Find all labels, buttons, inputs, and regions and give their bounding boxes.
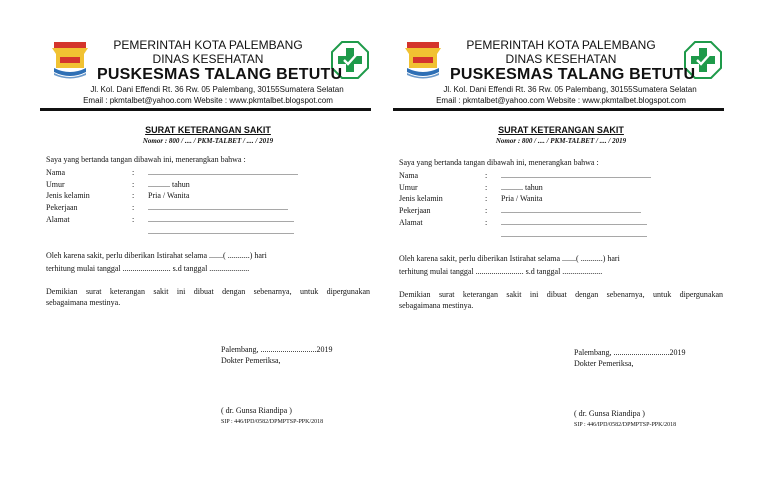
header-address: Jl. Kol. Dani Effendi Rt. 36 Rw. 05 Palembang, 30155Sumatera Selatan [90,85,344,94]
signer-role: Dokter Pemeriksa, [221,356,281,365]
field-value: ........... tahun [148,180,190,189]
field-value: Pria / Wanita [501,194,543,203]
field-colon: : [132,180,135,189]
field-label: Umur [399,183,418,192]
field-value: ........................................................................... [501,171,651,180]
header-department: DINAS KESEHATAN [505,52,617,66]
letter-copy-right [393,0,729,498]
field-label: Pekerjaan [399,206,431,215]
closing-text: Demikian surat keterangan sakit ini dibuat dengan sebenarnya, untuk dipergunakan [399,290,723,299]
rest-dates-text: terhitung mulai tanggal ........................ s.d tanggal .................... [46,264,250,273]
field-label: Jenis kelamin [399,194,443,203]
header-divider [393,108,724,111]
field-label: Umur [46,180,65,189]
field-label: Alamat [46,215,70,224]
header-contact: Email : pkmtalbet@yahoo.com Website : www.pkmtalbet.blogspot.com [83,96,333,105]
field-label: Jenis kelamin [46,191,90,200]
field-label: Pekerjaan [46,203,78,212]
doctor-sip: SIP : 446/IPD/0582/DPMPTSP-PPK/2018 [221,419,324,425]
place-date: Palembang, ............................2019 [221,345,333,354]
field-colon: : [132,168,135,177]
field-value: ......................................................................... [501,230,647,239]
field-label: Alamat [399,218,423,227]
field-colon: : [485,218,488,227]
field-colon: : [485,183,488,192]
field-colon: : [485,194,488,203]
field-colon: : [132,203,135,212]
field-label: Nama [46,168,66,177]
letter-number: Nomor : 800 / .... / PKM-TALBET / .... / 2019 [495,137,627,145]
field-colon: : [485,206,488,215]
field-value: Pria / Wanita [148,191,190,200]
header-puskesmas-name: PUSKESMAS TALANG BETUTU [97,66,343,83]
letter-title: SURAT KETERANGAN SAKIT [498,125,624,135]
intro-text: Saya yang bertanda tangan dibawah ini, menerangkan bahwa : [46,155,246,164]
doctor-name: ( dr. Gunsa Riandipa ) [221,406,292,415]
rest-period-text: Oleh karena sakit, perlu diberikan Istirahat selama .......( ...........) hari [46,251,267,260]
header-divider [40,108,371,111]
rest-dates-text: terhitung mulai tanggal ........................ s.d tanggal .................... [399,267,603,276]
rest-period-text: Oleh karena sakit, perlu diberikan Istirahat selama .......( ...........) hari [399,254,620,263]
letter-number: Nomor : 800 / .... / PKM-TALBET / .... / 2019 [142,137,274,145]
header-address: Jl. Kol. Dani Effendi Rt. 36 Rw. 05 Palembang, 30155Sumatera Selatan [443,85,697,94]
letter-copy-left [40,0,376,498]
closing-text-end: sebagaimana mestinya. [46,298,121,307]
field-colon: : [485,171,488,180]
field-colon: : [132,215,135,224]
letter-title: SURAT KETERANGAN SAKIT [145,125,271,135]
field-value: ........... tahun [501,183,543,192]
signer-role: Dokter Pemeriksa, [574,359,634,368]
field-colon: : [132,191,135,200]
place-date: Palembang, ............................2019 [574,348,686,357]
header-department: DINAS KESEHATAN [152,52,264,66]
closing-text: Demikian surat keterangan sakit ini dibuat dengan sebenarnya, untuk dipergunakan [46,287,370,296]
intro-text: Saya yang bertanda tangan dibawah ini, menerangkan bahwa : [399,158,599,167]
field-value: ...................................................................... [148,203,288,212]
header-government: PEMERINTAH KOTA PALEMBANG [466,38,656,52]
field-value: ......................................................................... [148,215,294,224]
closing-text-end: sebagaimana mestinya. [399,301,474,310]
header-puskesmas-name: PUSKESMAS TALANG BETUTU [450,66,696,83]
field-label: Nama [399,171,419,180]
doctor-sip: SIP : 446/IPD/0582/DPMPTSP-PPK/2018 [574,422,677,428]
field-value: ......................................................................... [148,227,294,236]
doctor-name: ( dr. Gunsa Riandipa ) [574,409,645,418]
field-value: ......................................................................... [501,218,647,227]
header-contact: Email : pkmtalbet@yahoo.com Website : www.pkmtalbet.blogspot.com [436,96,686,105]
field-value: ........................................................................... [148,168,298,177]
header-government: PEMERINTAH KOTA PALEMBANG [113,38,303,52]
field-value: ...................................................................... [501,206,641,215]
